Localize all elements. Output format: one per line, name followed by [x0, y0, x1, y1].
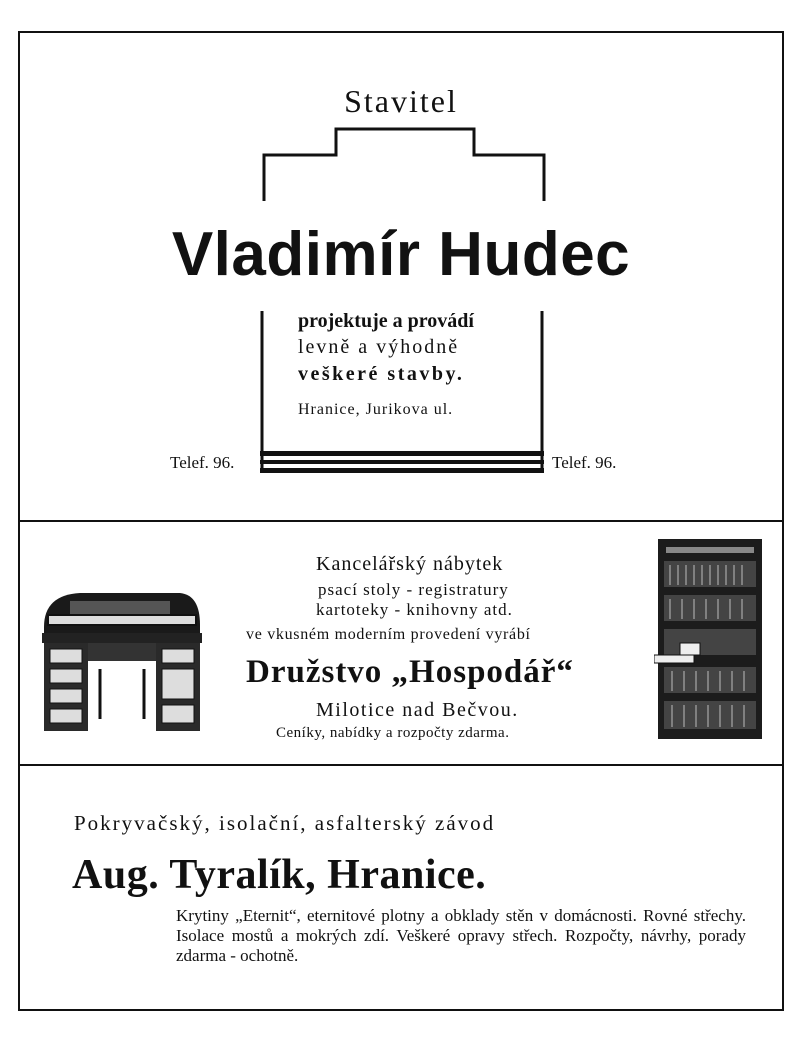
builder-address: Hranice, Jurikova ul. [298, 401, 454, 418]
roofer-body: Krytiny „Eternit“, eternitové plotny a obklady stěn v domácnosti. Rovné střechy. Isolace mostů a mokrých zdí. Veškeré opravy střech. Rozpočty, návrhy, porady zdarma - ochotně. [176, 906, 746, 965]
roofer-heading: Pokryvačský, isolační, asfalterský závod [74, 811, 496, 835]
phone-right: Telef. 96. [552, 453, 617, 472]
furniture-heading: Kancelářský nábytek [316, 553, 504, 575]
sectional-bookcase-icon [654, 537, 766, 741]
section-divider [20, 764, 782, 766]
section-divider [20, 520, 782, 522]
profession-title: Stavitel [344, 83, 458, 119]
phone-left: Telef. 96. [170, 453, 235, 472]
furniture-place: Milotice nad Bečvou. [316, 699, 519, 721]
builder-line-1: projektuje a provádí [298, 310, 474, 332]
roofer-name: Aug. Tyralík, Hranice. [72, 852, 487, 898]
advertisement-page [18, 31, 784, 1011]
roll-top-desk-icon [40, 589, 204, 735]
furniture-note: Ceníky, nabídky a rozpočty zdarma. [276, 725, 510, 741]
builder-line-2: levně a výhodně [298, 336, 460, 358]
builder-line-3: veškeré stavby. [298, 363, 465, 385]
builder-name: Vladimír Hudec [171, 220, 631, 289]
furniture-line-2: psací stoly - registratury [318, 580, 509, 599]
furniture-line-3: kartoteky - knihovny atd. [316, 600, 513, 619]
furniture-company: Družstvo „Hospodář“ [246, 654, 574, 690]
furniture-line-4: ve vkusném moderním provedení vyrábí [246, 626, 531, 643]
